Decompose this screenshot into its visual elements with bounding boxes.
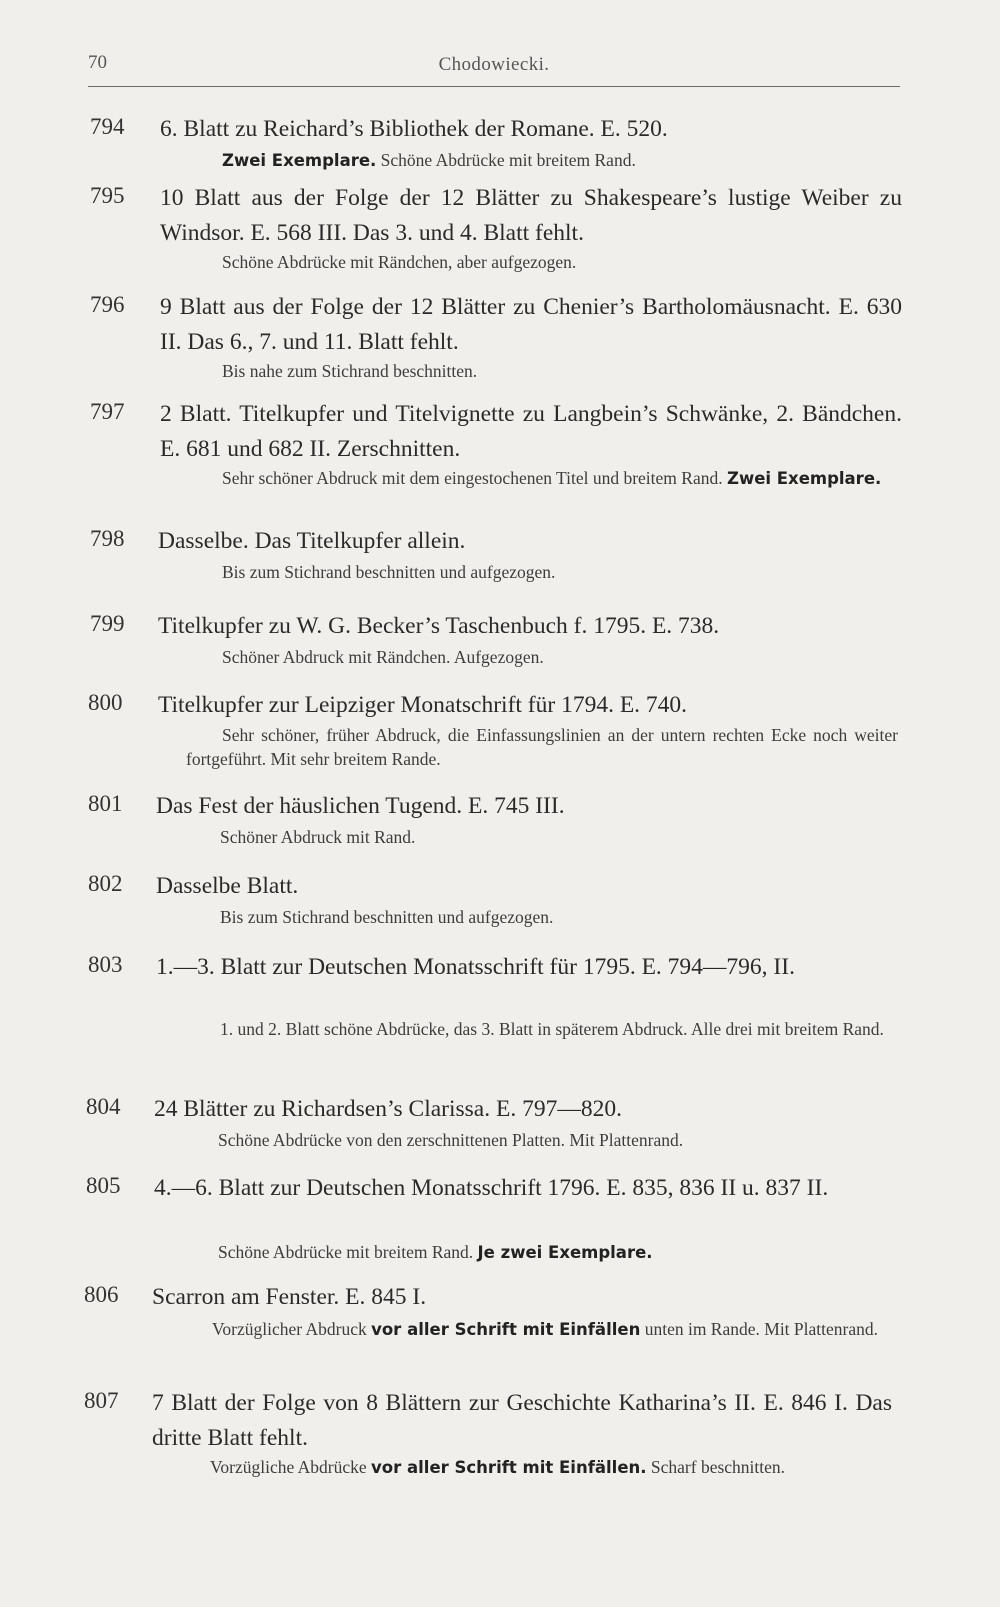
entry-note bbox=[190, 466, 902, 491]
note-emphasis: vor aller Schrift mit Einfällen bbox=[371, 1320, 641, 1339]
note-text: Vorzügliche Abdrücke bbox=[210, 1457, 372, 1477]
entry-title: Titelkupfer zu W. G. Becker’s Taschenbuch f. 1795. E. 738. bbox=[158, 613, 720, 639]
page-header bbox=[88, 52, 900, 80]
entry-note bbox=[222, 359, 902, 383]
header-rule bbox=[88, 86, 900, 87]
entry-title: 9 Blatt aus der Folge der 12 Blätter zu Chenier’s Bartholomäusnacht. E. 630 II. Das 6., 7. und 11. Blatt fehlt. bbox=[160, 294, 902, 355]
entry-number: 795 bbox=[90, 183, 125, 208]
entry-title: 1.—3. Blatt zur Deutschen Monatsschrift für 1795. E. 794—796, II. bbox=[156, 954, 795, 980]
entry-number: 796 bbox=[90, 292, 125, 317]
note-text: Sehr schöner, früher Abdruck, die Einfassungslinien an der untern rechten Ecke noch weiter fortgeführt. Mit sehr breitem Rande. bbox=[186, 725, 898, 769]
entry-number: 800 bbox=[88, 690, 123, 715]
entry-number: 794 bbox=[90, 114, 125, 139]
note-text: Bis zum Stichrand beschnitten und aufgezogen. bbox=[220, 907, 554, 927]
entry-note bbox=[180, 1455, 892, 1480]
entry-note bbox=[218, 1128, 900, 1152]
entry-title: Das Fest der häuslichen Tugend. E. 745 III. bbox=[156, 793, 565, 819]
note-text: Schöne Abdrücke mit breitem Rand. bbox=[376, 150, 636, 170]
note-text: Schöner Abdruck mit Rand. bbox=[220, 827, 416, 847]
entry-note bbox=[220, 825, 900, 849]
entry-note bbox=[186, 723, 898, 771]
note-text: Schöner Abdruck mit Rändchen. Aufgezogen. bbox=[222, 647, 544, 667]
entry-title: Dasselbe Blatt. bbox=[156, 873, 299, 899]
note-text: Sehr schöner Abdruck mit dem eingestochenen Titel und breitem Rand. bbox=[222, 468, 727, 488]
entry-number: 803 bbox=[88, 952, 123, 977]
entry-number: 806 bbox=[84, 1282, 119, 1307]
entry-note bbox=[184, 1017, 896, 1041]
note-text: 1. und 2. Blatt schöne Abdrücke, das 3. Blatt in späterem Abdruck. Alle drei mit breitem Rand. bbox=[220, 1019, 884, 1039]
entry-note bbox=[220, 905, 900, 929]
page-number: 70 bbox=[88, 52, 107, 73]
entry-note bbox=[222, 645, 902, 669]
entry-number: 797 bbox=[90, 399, 125, 424]
entry-title: 24 Blätter zu Richardsen’s Clarissa. E. 797—820. bbox=[154, 1096, 622, 1122]
entry-number: 805 bbox=[86, 1173, 121, 1198]
entry-number: 798 bbox=[90, 526, 125, 551]
entry-title: Dasselbe. Das Titelkupfer allein. bbox=[158, 528, 466, 554]
entry-title: Titelkupfer zur Leipziger Monatschrift für 1794. E. 740. bbox=[158, 692, 688, 718]
entry-title: 7 Blatt der Folge von 8 Blättern zur Geschichte Katharina’s II. E. 846 I. Das dritte Blatt fehlt. bbox=[152, 1390, 892, 1451]
note-emphasis: Je zwei Exemplare. bbox=[477, 1243, 653, 1262]
running-title: Chodowiecki. bbox=[438, 54, 550, 75]
note-text: Vorzüglicher Abdruck bbox=[212, 1319, 372, 1339]
entry-note bbox=[182, 1317, 894, 1342]
entry-number: 807 bbox=[84, 1388, 119, 1413]
note-text: Schöne Abdrücke mit Rändchen, aber aufgezogen. bbox=[222, 252, 577, 272]
entry-note bbox=[218, 1240, 900, 1265]
note-text: Bis nahe zum Stichrand beschnitten. bbox=[222, 361, 478, 381]
note-emphasis: Zwei Exemplare. bbox=[222, 151, 377, 170]
note-text: Schöne Abdrücke mit breitem Rand. bbox=[218, 1242, 478, 1262]
note-emphasis: vor aller Schrift mit Einfällen. bbox=[371, 1458, 647, 1477]
entry-title: 4.—6. Blatt zur Deutschen Monatsschrift 1796. E. 835, 836 II u. 837 II. bbox=[154, 1175, 829, 1201]
entry-note bbox=[222, 250, 902, 274]
entry-title: 2 Blatt. Titelkupfer und Titelvignette zu Langbein’s Schwänke, 2. Bändchen. E. 681 und 682 II. Zerschnitten. bbox=[160, 401, 902, 462]
note-text: Bis zum Stichrand beschnitten und aufgezogen. bbox=[222, 562, 556, 582]
entry-number: 802 bbox=[88, 871, 123, 896]
entry-number: 799 bbox=[90, 611, 125, 636]
entry-note bbox=[222, 148, 902, 173]
note-emphasis: Zwei Exemplare. bbox=[726, 469, 882, 488]
entry-number: 801 bbox=[88, 791, 123, 816]
entry-number: 804 bbox=[86, 1094, 121, 1119]
entry-note bbox=[222, 560, 902, 584]
note-text: unten im Rande. Mit Plattenrand. bbox=[640, 1319, 878, 1339]
entry-title: 10 Blatt aus der Folge der 12 Blätter zu Shakespeare’s lustige Weiber zu Windsor. E. 568 III. Das 3. und 4. Blatt fehlt. bbox=[160, 185, 902, 246]
note-text: Schöne Abdrücke von den zerschnittenen Platten. Mit Plattenrand. bbox=[218, 1130, 684, 1150]
entry-title: 6. Blatt zu Reichard’s Bibliothek der Romane. E. 520. bbox=[160, 116, 668, 142]
entry-title: Scarron am Fenster. E. 845 I. bbox=[152, 1284, 427, 1310]
note-text: Scharf beschnitten. bbox=[646, 1457, 786, 1477]
